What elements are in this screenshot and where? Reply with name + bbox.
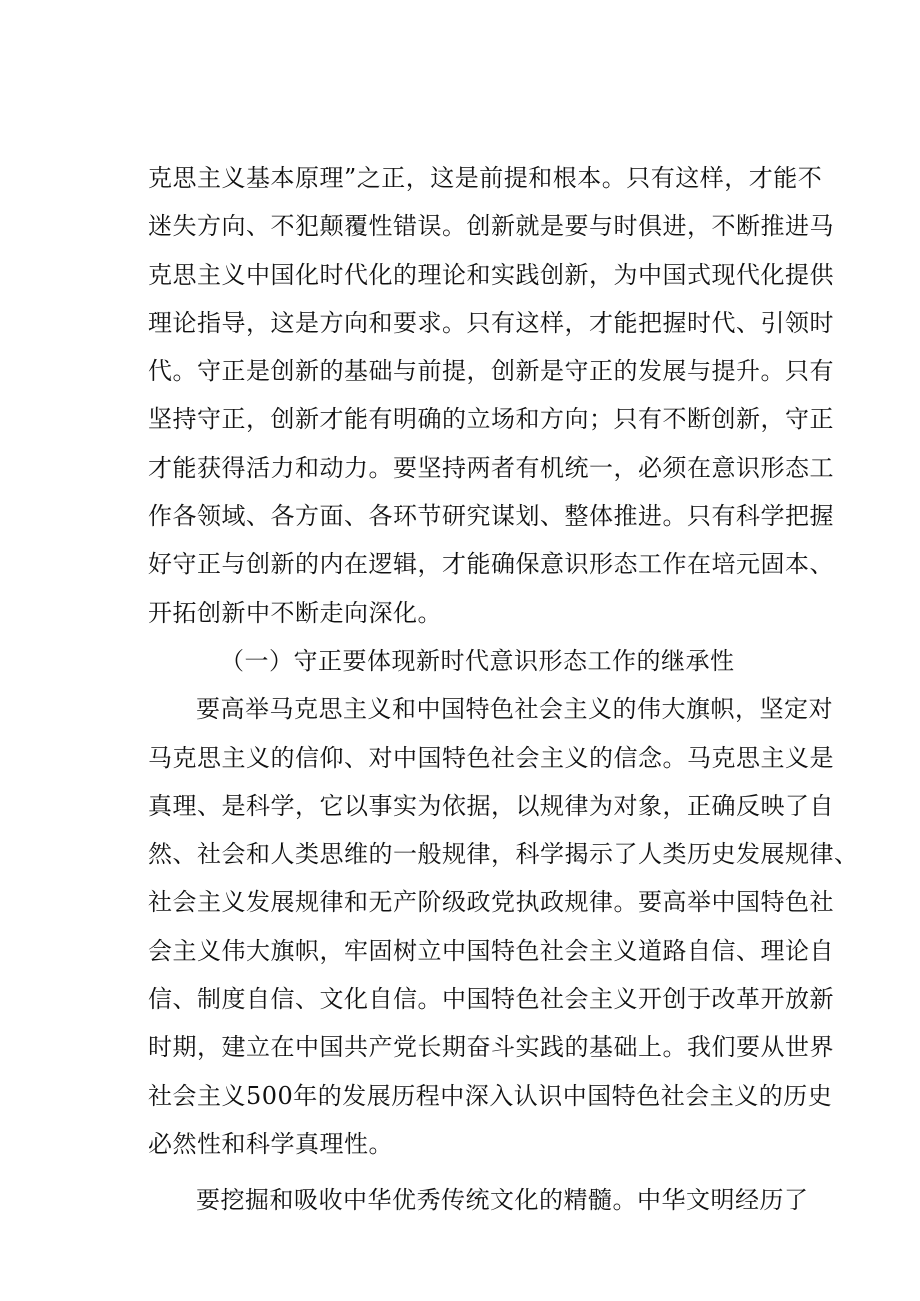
text-line: 克思主义基本原理”之正，这是前提和根本。只有这样，才能不 xyxy=(148,164,823,192)
text-line: 代。守正是创新的基础与前提，创新是守正的发展与提升。只有 xyxy=(148,357,834,386)
text-line: 社会主义500年的发展历程中深入认识中国特色社会主义的历史 xyxy=(148,1081,833,1110)
text-line: 才能获得活力和动力。要坚持两者有机统一，必须在意识形态工 xyxy=(148,453,834,482)
text-line: 信、制度自信、文化自信。中国特色社会主义开创于改革开放新 xyxy=(148,985,834,1014)
text-line: 克思主义中国化时代化的理论和实践创新，为中国式现代化提供 xyxy=(148,260,834,289)
text-line: 坚持守正，创新才能有明确的立场和方向；只有不断创新，守正 xyxy=(148,405,834,434)
text-line: 要高举马克思主义和中国特色社会主义的伟大旗帜，坚定对 xyxy=(196,695,833,724)
text-line: 马克思主义的信仰、对中国特色社会主义的信念。马克思主义是 xyxy=(148,743,834,772)
text-line: 社会主义发展规律和无产阶级政党执政规律。要高举中国特色社 xyxy=(148,888,834,917)
text-line: 迷失方向、不犯颠覆性错误。创新就是要与时俱进，不断推进马 xyxy=(148,212,834,241)
paragraph-third xyxy=(148,1176,808,1224)
text-line: 好守正与创新的内在逻辑，才能确保意识形态工作在培元固本、 xyxy=(148,550,834,579)
text-line: 必然性和科学真理性。 xyxy=(148,1129,393,1158)
document-body xyxy=(148,154,859,1225)
text-line: 要挖掘和吸收中华优秀传统文化的精髓。中华文明经历了 xyxy=(196,1186,809,1215)
paragraph-second xyxy=(148,685,859,1168)
text-line: 理论指导，这是方向和要求。只有这样，才能把握时代、引领时 xyxy=(148,308,834,337)
text-line: 时期，建立在中国共产党长期奋斗实践的基础上。我们要从世界 xyxy=(148,1033,834,1062)
section-heading: （一）守正要体现新时代意识形态工作的继承性 xyxy=(220,646,735,675)
text-line: 真理、是科学，它以事实为依据，以规律为对象，正确反映了自 xyxy=(148,791,834,820)
paragraph-intro xyxy=(148,154,834,637)
paragraph-gap xyxy=(148,1168,808,1176)
text-line: 会主义伟大旗帜，牢固树立中国特色社会主义道路自信、理论自 xyxy=(148,936,834,965)
text-line: 然、社会和人类思维的一般规律，科学揭示了人类历史发展规律、 xyxy=(148,840,859,869)
text-line: 作各领域、各方面、各环节研究谋划、整体推进。只有科学把握 xyxy=(148,502,834,531)
text-line: 开拓创新中不断走向深化。 xyxy=(148,598,442,627)
